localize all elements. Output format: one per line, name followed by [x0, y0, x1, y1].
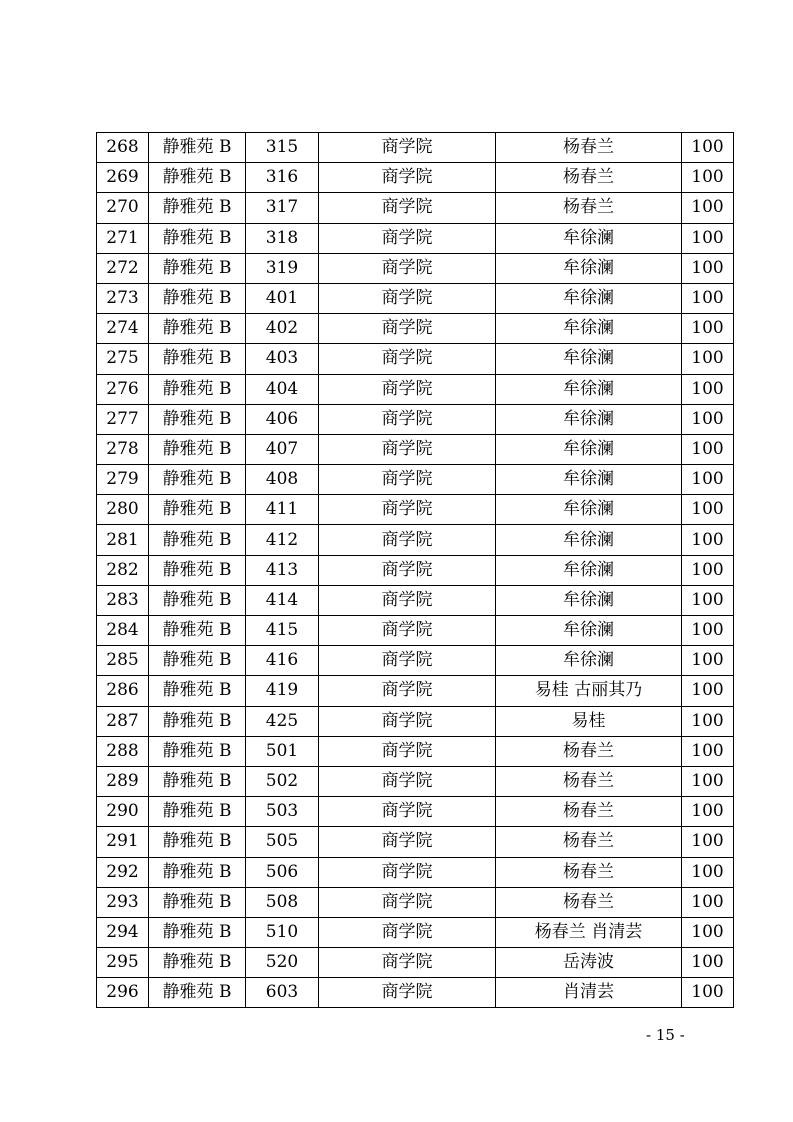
- room-number-cell: 506: [246, 857, 319, 887]
- score-cell: 100: [682, 404, 734, 434]
- table-row: [97, 646, 734, 676]
- row-index-cell: 275: [97, 344, 149, 374]
- college-cell: 商学院: [319, 283, 496, 313]
- row-index-cell: 268: [97, 133, 149, 163]
- building-cell: 静雅苑 B: [149, 434, 246, 464]
- room-number-cell: 411: [246, 495, 319, 525]
- room-number-cell: 319: [246, 253, 319, 283]
- table-row: [97, 344, 734, 374]
- college-cell: 商学院: [319, 193, 496, 223]
- table-row: [97, 797, 734, 827]
- row-index-cell: 286: [97, 676, 149, 706]
- table-row: [97, 404, 734, 434]
- room-number-cell: 415: [246, 616, 319, 646]
- counselor-cell: 杨春兰 肖清芸: [496, 917, 682, 947]
- counselor-cell: 牟徐澜: [496, 374, 682, 404]
- row-index-cell: 295: [97, 948, 149, 978]
- room-number-cell: 404: [246, 374, 319, 404]
- score-cell: 100: [682, 283, 734, 313]
- building-cell: 静雅苑 B: [149, 948, 246, 978]
- college-cell: 商学院: [319, 404, 496, 434]
- counselor-cell: 易桂: [496, 706, 682, 736]
- dormitory-score-table: [96, 132, 734, 1008]
- college-cell: 商学院: [319, 917, 496, 947]
- room-number-cell: 402: [246, 314, 319, 344]
- score-cell: 100: [682, 193, 734, 223]
- room-number-cell: 416: [246, 646, 319, 676]
- counselor-cell: 牟徐澜: [496, 585, 682, 615]
- building-cell: 静雅苑 B: [149, 404, 246, 434]
- score-cell: 100: [682, 163, 734, 193]
- building-cell: 静雅苑 B: [149, 133, 246, 163]
- building-cell: 静雅苑 B: [149, 978, 246, 1008]
- building-cell: 静雅苑 B: [149, 374, 246, 404]
- table-body: [97, 133, 734, 1008]
- score-cell: 100: [682, 374, 734, 404]
- row-index-cell: 279: [97, 465, 149, 495]
- building-cell: 静雅苑 B: [149, 766, 246, 796]
- row-index-cell: 282: [97, 555, 149, 585]
- building-cell: 静雅苑 B: [149, 465, 246, 495]
- college-cell: 商学院: [319, 676, 496, 706]
- room-number-cell: 401: [246, 283, 319, 313]
- row-index-cell: 296: [97, 978, 149, 1008]
- score-cell: 100: [682, 495, 734, 525]
- score-cell: 100: [682, 434, 734, 464]
- college-cell: 商学院: [319, 314, 496, 344]
- score-cell: 100: [682, 223, 734, 253]
- counselor-cell: 杨春兰: [496, 736, 682, 766]
- row-index-cell: 270: [97, 193, 149, 223]
- college-cell: 商学院: [319, 736, 496, 766]
- table-row: [97, 857, 734, 887]
- counselor-cell: 牟徐澜: [496, 525, 682, 555]
- building-cell: 静雅苑 B: [149, 314, 246, 344]
- room-number-cell: 510: [246, 917, 319, 947]
- table-row: [97, 374, 734, 404]
- score-cell: 100: [682, 555, 734, 585]
- score-cell: 100: [682, 344, 734, 374]
- score-cell: 100: [682, 766, 734, 796]
- row-index-cell: 269: [97, 163, 149, 193]
- row-index-cell: 289: [97, 766, 149, 796]
- table-row: [97, 706, 734, 736]
- page-number: - 15 -: [646, 1026, 685, 1044]
- college-cell: 商学院: [319, 374, 496, 404]
- building-cell: 静雅苑 B: [149, 495, 246, 525]
- building-cell: 静雅苑 B: [149, 585, 246, 615]
- college-cell: 商学院: [319, 344, 496, 374]
- building-cell: 静雅苑 B: [149, 555, 246, 585]
- row-index-cell: 290: [97, 797, 149, 827]
- score-cell: 100: [682, 857, 734, 887]
- table-row: [97, 525, 734, 555]
- counselor-cell: 牟徐澜: [496, 344, 682, 374]
- row-index-cell: 272: [97, 253, 149, 283]
- row-index-cell: 273: [97, 283, 149, 313]
- room-number-cell: 503: [246, 797, 319, 827]
- table-row: [97, 495, 734, 525]
- building-cell: 静雅苑 B: [149, 706, 246, 736]
- room-number-cell: 419: [246, 676, 319, 706]
- score-cell: 100: [682, 797, 734, 827]
- score-cell: 100: [682, 948, 734, 978]
- counselor-cell: 牟徐澜: [496, 465, 682, 495]
- building-cell: 静雅苑 B: [149, 676, 246, 706]
- counselor-cell: 杨春兰: [496, 133, 682, 163]
- counselor-cell: 易桂 古丽其乃: [496, 676, 682, 706]
- room-number-cell: 407: [246, 434, 319, 464]
- table-row: [97, 133, 734, 163]
- room-number-cell: 316: [246, 163, 319, 193]
- college-cell: 商学院: [319, 766, 496, 796]
- row-index-cell: 277: [97, 404, 149, 434]
- room-number-cell: 414: [246, 585, 319, 615]
- row-index-cell: 283: [97, 585, 149, 615]
- counselor-cell: 杨春兰: [496, 193, 682, 223]
- score-cell: 100: [682, 253, 734, 283]
- score-cell: 100: [682, 887, 734, 917]
- building-cell: 静雅苑 B: [149, 223, 246, 253]
- table-row: [97, 434, 734, 464]
- counselor-cell: 牟徐澜: [496, 616, 682, 646]
- college-cell: 商学院: [319, 616, 496, 646]
- building-cell: 静雅苑 B: [149, 163, 246, 193]
- row-index-cell: 271: [97, 223, 149, 253]
- college-cell: 商学院: [319, 585, 496, 615]
- score-cell: 100: [682, 827, 734, 857]
- counselor-cell: 杨春兰: [496, 766, 682, 796]
- table-row: [97, 887, 734, 917]
- row-index-cell: 278: [97, 434, 149, 464]
- score-cell: 100: [682, 616, 734, 646]
- building-cell: 静雅苑 B: [149, 646, 246, 676]
- row-index-cell: 285: [97, 646, 149, 676]
- college-cell: 商学院: [319, 555, 496, 585]
- counselor-cell: 牟徐澜: [496, 404, 682, 434]
- room-number-cell: 317: [246, 193, 319, 223]
- building-cell: 静雅苑 B: [149, 525, 246, 555]
- room-number-cell: 315: [246, 133, 319, 163]
- table-row: [97, 163, 734, 193]
- row-index-cell: 291: [97, 827, 149, 857]
- college-cell: 商学院: [319, 646, 496, 676]
- college-cell: 商学院: [319, 887, 496, 917]
- room-number-cell: 505: [246, 827, 319, 857]
- score-cell: 100: [682, 465, 734, 495]
- table-row: [97, 253, 734, 283]
- building-cell: 静雅苑 B: [149, 283, 246, 313]
- building-cell: 静雅苑 B: [149, 917, 246, 947]
- row-index-cell: 274: [97, 314, 149, 344]
- room-number-cell: 425: [246, 706, 319, 736]
- building-cell: 静雅苑 B: [149, 193, 246, 223]
- score-cell: 100: [682, 133, 734, 163]
- college-cell: 商学院: [319, 857, 496, 887]
- room-number-cell: 408: [246, 465, 319, 495]
- score-cell: 100: [682, 978, 734, 1008]
- counselor-cell: 杨春兰: [496, 827, 682, 857]
- score-cell: 100: [682, 525, 734, 555]
- counselor-cell: 牟徐澜: [496, 495, 682, 525]
- table-row: [97, 676, 734, 706]
- room-number-cell: 406: [246, 404, 319, 434]
- counselor-cell: 牟徐澜: [496, 314, 682, 344]
- score-cell: 100: [682, 917, 734, 947]
- counselor-cell: 杨春兰: [496, 857, 682, 887]
- counselor-cell: 杨春兰: [496, 797, 682, 827]
- college-cell: 商学院: [319, 465, 496, 495]
- row-index-cell: 288: [97, 736, 149, 766]
- table-row: [97, 193, 734, 223]
- counselor-cell: 牟徐澜: [496, 646, 682, 676]
- score-cell: 100: [682, 646, 734, 676]
- counselor-cell: 牟徐澜: [496, 555, 682, 585]
- college-cell: 商学院: [319, 434, 496, 464]
- table-row: [97, 917, 734, 947]
- room-number-cell: 318: [246, 223, 319, 253]
- row-index-cell: 292: [97, 857, 149, 887]
- college-cell: 商学院: [319, 495, 496, 525]
- table-row: [97, 555, 734, 585]
- college-cell: 商学院: [319, 223, 496, 253]
- score-cell: 100: [682, 676, 734, 706]
- building-cell: 静雅苑 B: [149, 736, 246, 766]
- college-cell: 商学院: [319, 797, 496, 827]
- counselor-cell: 牟徐澜: [496, 253, 682, 283]
- counselor-cell: 牟徐澜: [496, 223, 682, 253]
- table-row: [97, 948, 734, 978]
- college-cell: 商学院: [319, 827, 496, 857]
- college-cell: 商学院: [319, 978, 496, 1008]
- building-cell: 静雅苑 B: [149, 887, 246, 917]
- table-row: [97, 223, 734, 253]
- college-cell: 商学院: [319, 163, 496, 193]
- row-index-cell: 287: [97, 706, 149, 736]
- building-cell: 静雅苑 B: [149, 827, 246, 857]
- table-row: [97, 585, 734, 615]
- college-cell: 商学院: [319, 133, 496, 163]
- counselor-cell: 牟徐澜: [496, 283, 682, 313]
- room-number-cell: 502: [246, 766, 319, 796]
- row-index-cell: 280: [97, 495, 149, 525]
- college-cell: 商学院: [319, 253, 496, 283]
- college-cell: 商学院: [319, 525, 496, 555]
- counselor-cell: 杨春兰: [496, 887, 682, 917]
- counselor-cell: 杨春兰: [496, 163, 682, 193]
- college-cell: 商学院: [319, 706, 496, 736]
- building-cell: 静雅苑 B: [149, 797, 246, 827]
- college-cell: 商学院: [319, 948, 496, 978]
- row-index-cell: 293: [97, 887, 149, 917]
- building-cell: 静雅苑 B: [149, 857, 246, 887]
- room-number-cell: 508: [246, 887, 319, 917]
- table-row: [97, 283, 734, 313]
- table-row: [97, 978, 734, 1008]
- score-cell: 100: [682, 585, 734, 615]
- table-row: [97, 465, 734, 495]
- room-number-cell: 501: [246, 736, 319, 766]
- room-number-cell: 520: [246, 948, 319, 978]
- room-number-cell: 413: [246, 555, 319, 585]
- table-row: [97, 766, 734, 796]
- row-index-cell: 284: [97, 616, 149, 646]
- row-index-cell: 294: [97, 917, 149, 947]
- room-number-cell: 403: [246, 344, 319, 374]
- row-index-cell: 276: [97, 374, 149, 404]
- table-row: [97, 616, 734, 646]
- building-cell: 静雅苑 B: [149, 253, 246, 283]
- table-row: [97, 314, 734, 344]
- table-row: [97, 827, 734, 857]
- room-number-cell: 412: [246, 525, 319, 555]
- counselor-cell: 肖清芸: [496, 978, 682, 1008]
- row-index-cell: 281: [97, 525, 149, 555]
- building-cell: 静雅苑 B: [149, 616, 246, 646]
- score-cell: 100: [682, 706, 734, 736]
- score-cell: 100: [682, 314, 734, 344]
- counselor-cell: 岳涛波: [496, 948, 682, 978]
- counselor-cell: 牟徐澜: [496, 434, 682, 464]
- room-number-cell: 603: [246, 978, 319, 1008]
- score-cell: 100: [682, 736, 734, 766]
- building-cell: 静雅苑 B: [149, 344, 246, 374]
- table-row: [97, 736, 734, 766]
